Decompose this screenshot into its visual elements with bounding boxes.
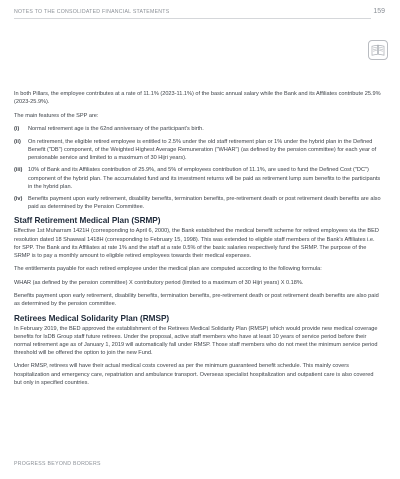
main-content (14, 90, 382, 392)
book-icon (368, 40, 388, 60)
spp-feature-number: (ii) (14, 138, 21, 145)
spp-feature-item (14, 195, 382, 211)
spp-feature-text: On retirement, the eligible retired employee is entitled to 2.5% under the old staff retirement plan or 1% under the hybrid plan in the Defined Benefit ("DB") component, of the Weighted Highest Average Remuneration ("WHAR") (as defined by the pension committee) for each year of pensionable service and limited to a maximum of 30 Hijri years). (28, 138, 377, 161)
spp-features-intro: The main features of the SPP are: (14, 112, 99, 119)
page-footer: PROGRESS BEYOND BORDERS (14, 461, 101, 467)
spp-feature-text: Normal retirement age is the 62nd anniversary of the participant's birth. (28, 126, 204, 133)
page-number: 159 (373, 8, 385, 15)
srmp-paragraph: The entitlements payable for each retired employee under the medical plan are computed according to the following formula: (14, 266, 322, 273)
spp-feature-item (14, 125, 382, 133)
srmp-paragraph: Effective 1st Muharram 1421H (corresponding to April 6, 2000), the Bank established the medical benefit scheme for retired employees via the BED resolution dated 18 Shawwal 1418H (corresponding to February 15, 1998). This was extended to eligible staff members of the Bank's Affiliates i.e. for SPP. The Bank and its Affiliates at rate 1% and the staff at a rate 0.5% of the basic salaries respectively fund the SRMP. The purpose of the SRMP is to pay a monthly amount to eligible retired employees towards their medical expenses. (14, 228, 379, 259)
spp-feature-item (14, 166, 382, 190)
spp-feature-number: (i) (14, 126, 20, 133)
page-header-title: NOTES TO THE CONSOLIDATED FINANCIAL STATEMENTS (14, 9, 170, 15)
spp-feature-item (14, 138, 382, 162)
rmsp-paragraph: Under RMSP, retirees will have their actual medical costs covered as per the minimum guaranteed benefit schedule. This mainly covers hospitalization and emergency care, repatriation and ambulance transport. Overseas specialist hospitalization and outpatient care is also covered but only in specified countries. (14, 363, 374, 386)
spp-feature-text: Benefits payment upon early retirement, disability benefits, termination benefits, pre-retirement death or post retirement death benefits are also paid as determined by the Pension Committee. (28, 196, 381, 211)
rmsp-paragraph: In February 2019, the BED approved the establishment of the Retirees Medical Solidarity Plan (RMSP) which would provide new medical coverage benefits for IsDB Group staff future retirees. Under the proposal, active staff members who have at least 10 years of service period before their normal retirement age as of January 1, 2019 will automatically fall under RMSP. Those staff members who do not meet the minimum service period threshold will be offered the option to join the new Fund. (14, 325, 378, 356)
spp-feature-number: (iii) (14, 167, 23, 174)
book-icon-graphic (369, 41, 387, 59)
spp-feature-text: 10% of Bank and its Affiliates contribution of 25.9%, and 5% of employees contribution of 11.1%, are used to fund the Defined Cost ("DC") component of the hybrid plan. The accumulated fund and its investment returns will be paid as retirement lump sum benefits to the participants in the hybrid plan. (28, 167, 381, 190)
srmp-formula: WHAR (as defined by the pension committee) X contributory period (limited to a maximum of 30 Hijri years) X 0.18%. (14, 279, 304, 286)
contribution-paragraph: In both Pillars, the employee contributes at a rate of 11.1% (2023-11.1%) of the basic annual salary while the Bank and its Affiliates contribute 25.9% (2023-25.9%). (14, 91, 381, 106)
rmsp-heading: Retirees Medical Solidarity Plan (RMSP) (14, 313, 170, 323)
srmp-heading: Staff Retirement Medical Plan (SRMP) (14, 216, 161, 226)
srmp-paragraph: Benefits payment upon early retirement, disability benefits, termination benefits, pre-retirement death or post retirement death benefits are also paid as determined by the pension committee. (14, 293, 379, 308)
spp-feature-number: (iv) (14, 196, 23, 203)
header-divider (14, 18, 371, 19)
